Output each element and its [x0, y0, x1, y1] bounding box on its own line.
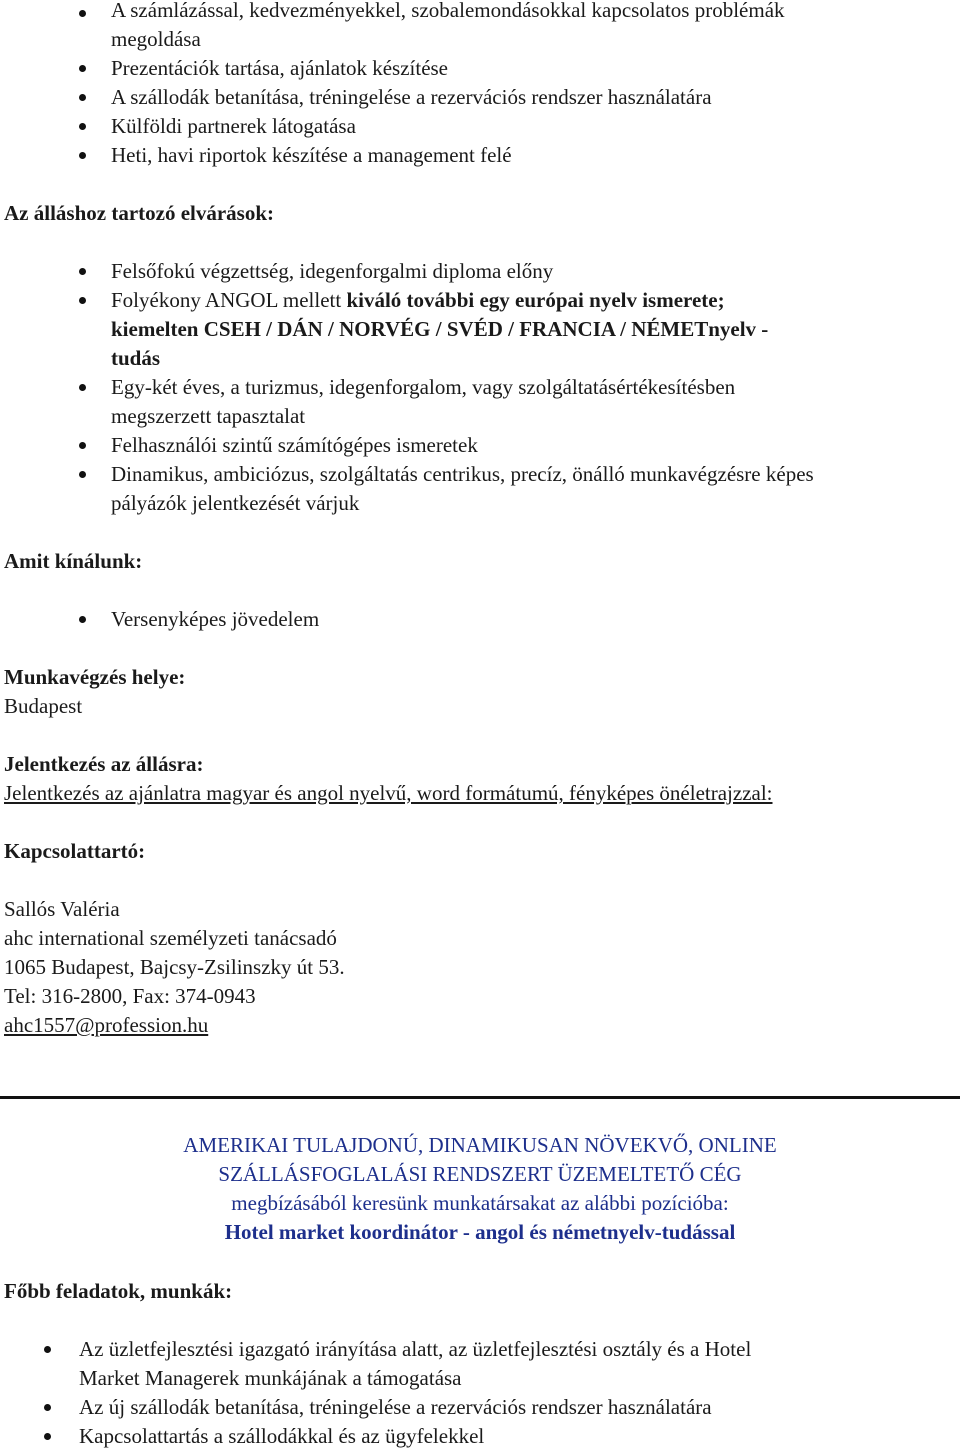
bullet-icon [79, 268, 86, 275]
bullet-icon [79, 471, 86, 478]
list-item: Felsőfokú végzettség, idegenforgalmi diploma előny [111, 259, 554, 283]
list-item-continuation: Market Managerek munkájának a támogatása [79, 1366, 462, 1390]
list-item-continuation: kiemelten CSEH / DÁN / NORVÉG / SVÉD / FRANCIA / NÉMETnyelv - [111, 317, 769, 341]
contact-address: 1065 Budapest, Bajcsy-Zsilinszky út 53. [4, 955, 345, 979]
list-item-emphasis: kiváló további egy európai nyelv ismerete; [346, 288, 725, 312]
section-divider [0, 1096, 960, 1099]
requirements-heading: Az álláshoz tartozó elvárások: [4, 201, 275, 225]
bullet-icon [79, 123, 86, 130]
list-item: Az új szállodák betanítása, tréningelése a rezervációs rendszer használatára [79, 1395, 712, 1419]
list-item: A szállodák betanítása, tréningelése a rezervációs rendszer használatára [111, 85, 712, 109]
offer-heading: Amit kínálunk: [4, 549, 143, 573]
bullet-icon [79, 94, 86, 101]
list-item-text: Folyékony ANGOL mellett [111, 288, 347, 312]
position-title: Hotel market koordinátor - angol és németnyelv-tudással [224, 1220, 736, 1244]
list-item: Az üzletfejlesztési igazgató irányítása alatt, az üzletfejlesztési osztály és a Hotel [79, 1337, 752, 1361]
tasks-heading: Főbb feladatok, munkák: [4, 1279, 233, 1303]
list-item-continuation: tudás [111, 346, 161, 370]
bullet-icon [44, 1404, 51, 1411]
bullet-icon [79, 384, 86, 391]
list-item: Dinamikus, ambiciózus, szolgáltatás centrikus, precíz, önálló munkavégzésre képes [111, 462, 814, 486]
list-item: Heti, havi riportok készítése a management felé [111, 143, 512, 167]
list-item-continuation: megoldása [111, 27, 201, 51]
list-item: Kapcsolattartás a szállodákkal és az ügyfelekkel [79, 1424, 485, 1448]
list-item: Prezentációk tartása, ajánlatok készítése [111, 56, 449, 80]
list-item [111, 286, 725, 315]
list-item: Egy-két éves, a turizmus, idegenforgalom, vagy szolgáltatásértékesítésben [111, 375, 736, 399]
list-item: Versenyképes jövedelem [111, 607, 320, 631]
contact-phone: Tel: 316-2800, Fax: 374-0943 [4, 984, 256, 1008]
bullet-icon [44, 1433, 51, 1440]
contact-title: ahc international személyzeti tanácsadó [4, 926, 337, 950]
bullet-icon [79, 442, 86, 449]
apply-instructions: Jelentkezés az ajánlatra magyar és angol nyelvű, word formátumú, fényképes önéletrajzzal: [4, 781, 773, 805]
recruitment-intro: megbízásából keresünk munkatársakat az alábbi pozícióba: [231, 1191, 729, 1215]
company-description-line: SZÁLLÁSFOGLALÁSI RENDSZERT ÜZEMELTETŐ CÉG [218, 1162, 742, 1186]
bullet-icon [79, 297, 86, 304]
contact-email-link[interactable]: ahc1557@profession.hu [4, 1013, 209, 1037]
list-item-continuation: pályázók jelentkezését várjuk [111, 491, 360, 515]
list-item: Felhasználói szintű számítógépes ismeretek [111, 433, 478, 457]
bullet-icon [44, 1346, 51, 1353]
bullet-icon [79, 616, 86, 623]
list-item: Külföldi partnerek látogatása [111, 114, 356, 138]
location-value: Budapest [4, 694, 83, 718]
list-item-continuation: megszerzett tapasztalat [111, 404, 306, 428]
contact-heading: Kapcsolattartó: [4, 839, 146, 863]
list-item: A számlázással, kedvezményekkel, szobalemondásokkal kapcsolatos problémák [111, 0, 785, 22]
bullet-icon [79, 10, 86, 17]
contact-name: Sallós Valéria [4, 897, 120, 921]
bullet-icon [79, 65, 86, 72]
apply-heading: Jelentkezés az állásra: [4, 752, 204, 776]
company-description-line: AMERIKAI TULAJDONÚ, DINAMIKUSAN NÖVEKVŐ, ONLINE [183, 1133, 777, 1157]
location-heading: Munkavégzés helye: [4, 665, 186, 689]
bullet-icon [79, 152, 86, 159]
